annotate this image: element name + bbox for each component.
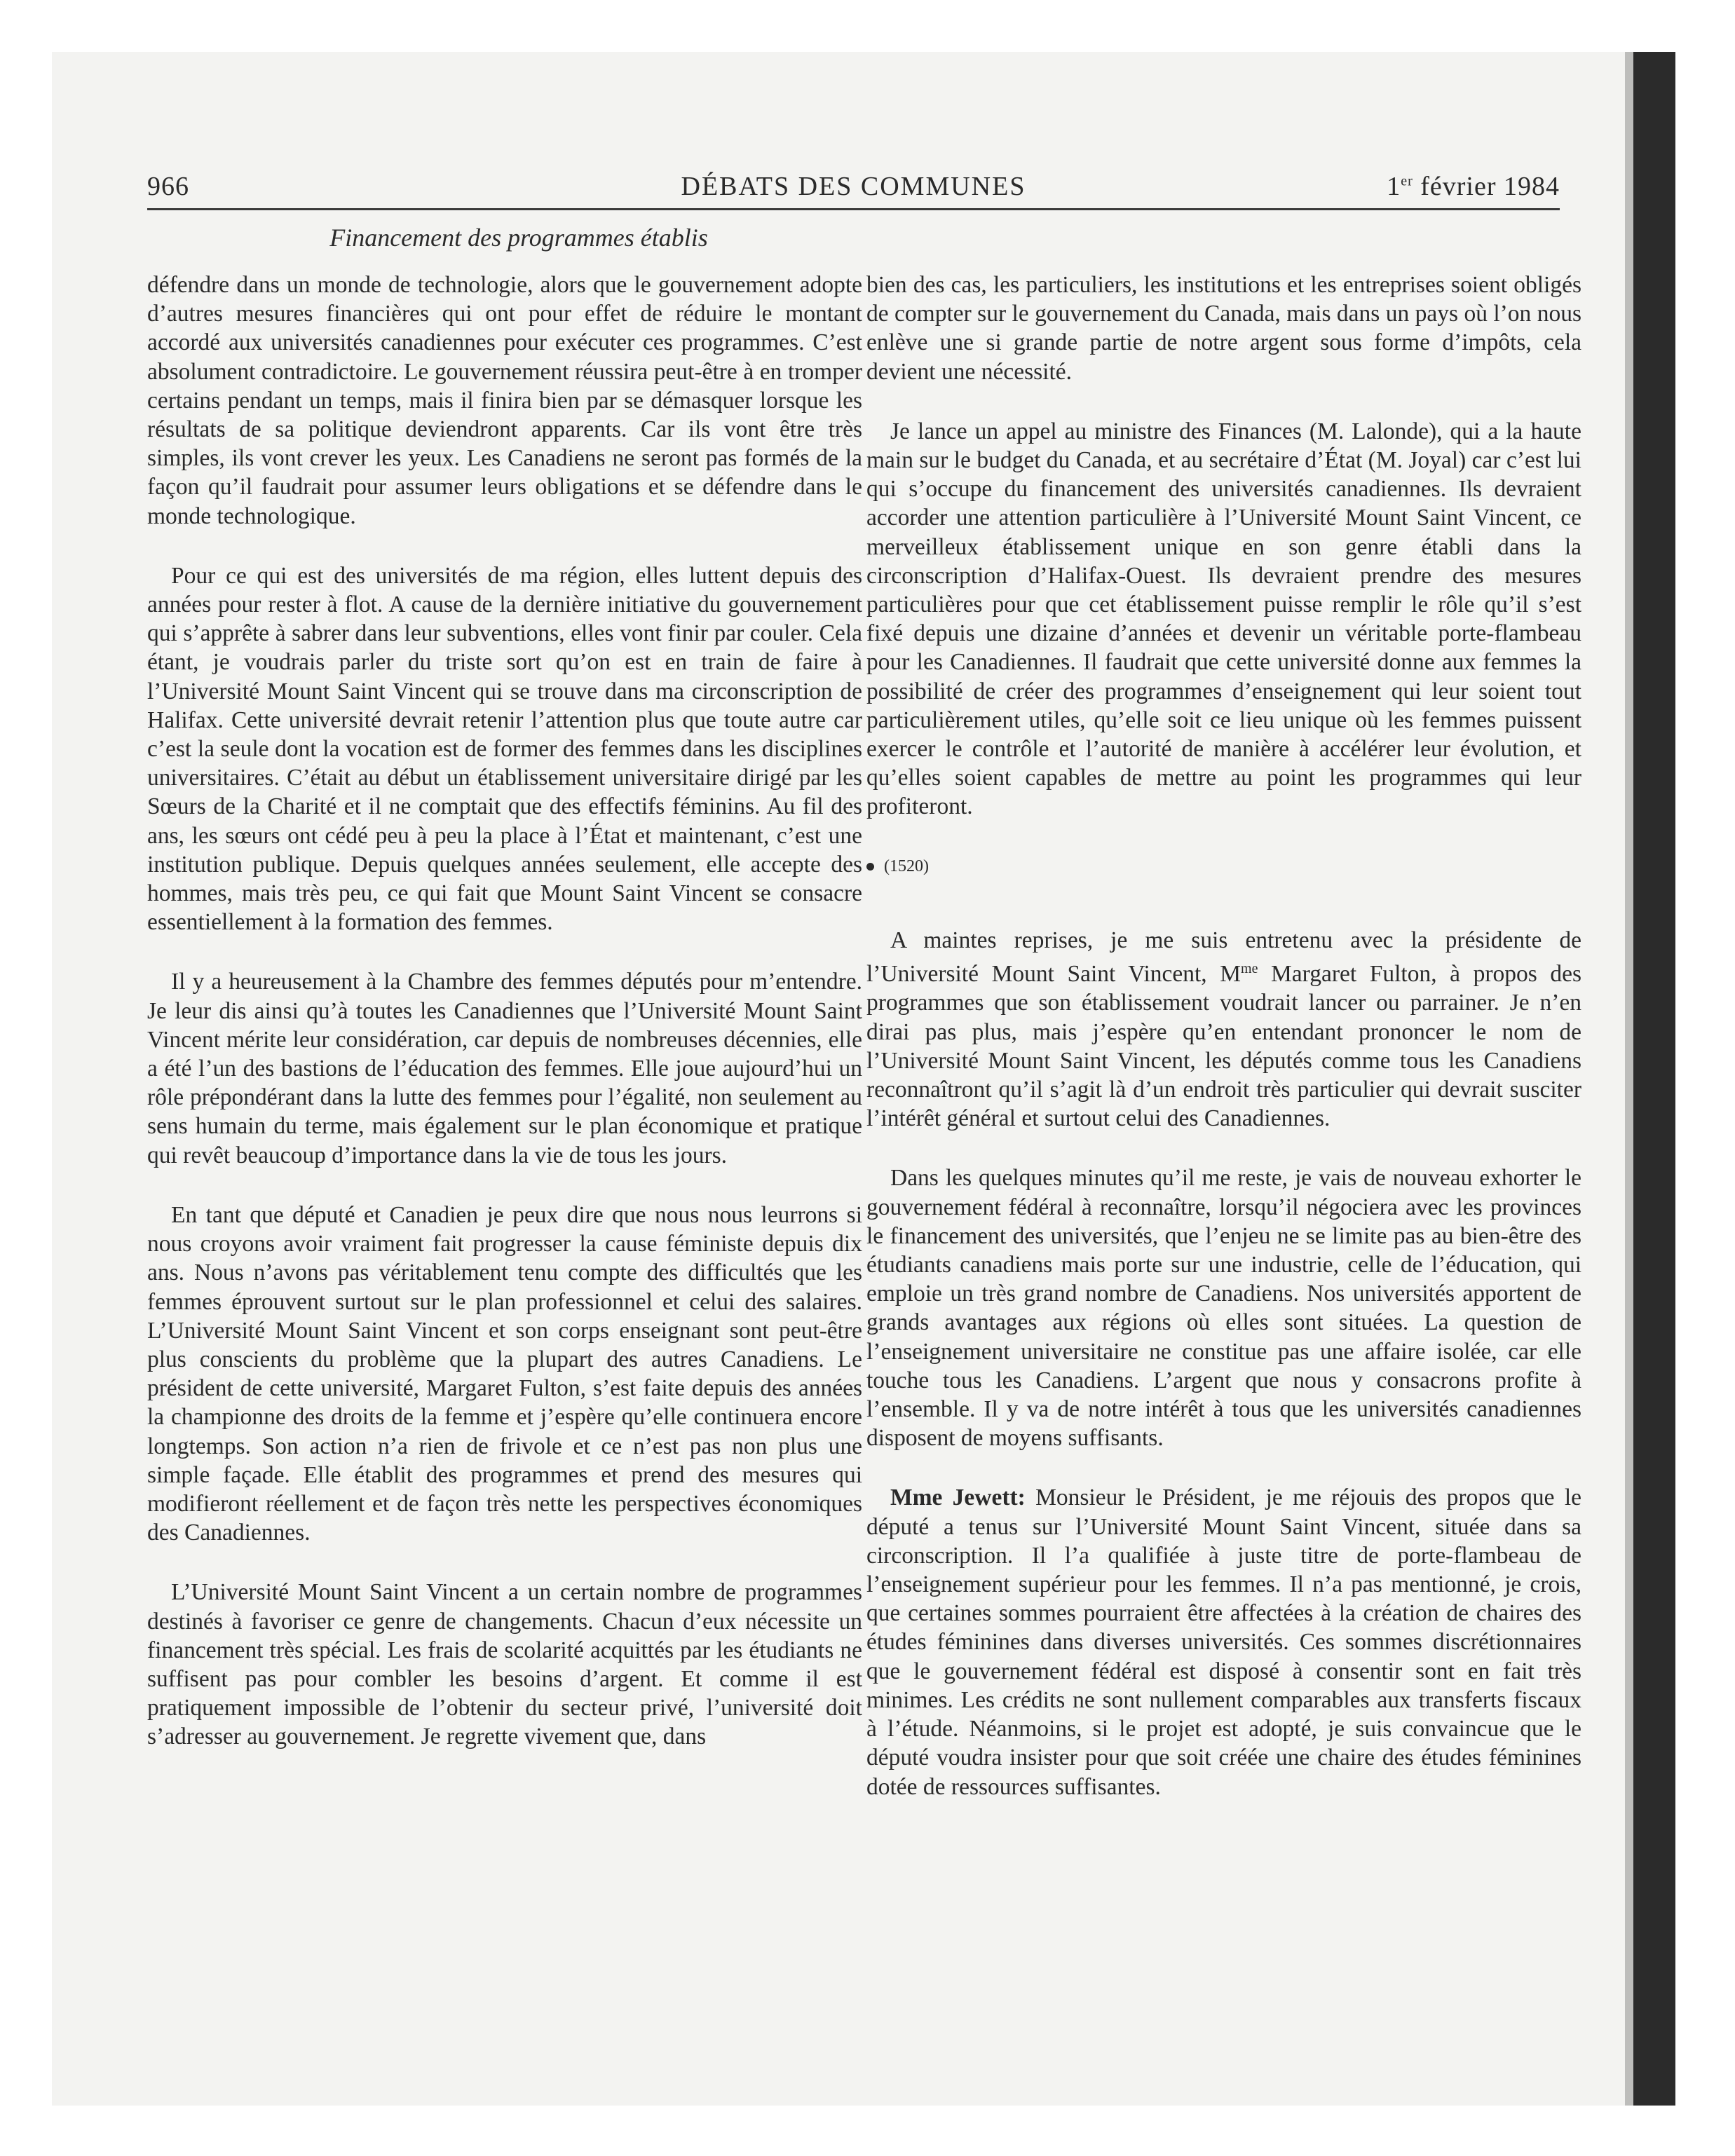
paragraph: L’Université Mount Saint Vincent a un certain nombre de programmes destinés à favoriser ce genre de changements. Chacun d’eux nécessite un financement très spécial. Les frais de scolarité acquittés par les étudiants ne suffisent pas pour combler les besoins d’argent. Et comme il est pratiquement impossible de l’obtenir du secteur privé, l’université doit s’adresser au gouvernement. Je regrette vivement que, dans	[147, 1579, 862, 1750]
publication-title: DÉBATS DES COMMUNES	[681, 172, 1026, 201]
date-day: 1	[1387, 172, 1401, 201]
header-rule	[147, 208, 1560, 210]
time-marker	[866, 852, 1581, 881]
speaker-paragraph	[866, 1483, 1581, 1801]
paragraph-text: Monsieur le Président, je me réjouis des propos que le député a tenus sur l’Université Mount Saint Vincent, située dans sa circonscription. Il l’a qualifiée à juste titre de porte-flambeau de l’enseignement supérieur pour les femmes. Il n’a pas mentionné, je crois, que certaines sommes pourraient être affectées à la création de chaires des études féminines dans diverses universités. Ces sommes discrétionnaires que le gouvernement fédéral est disposé à consentir sont en fait très minimes. Les crédits ne sont nullement comparables aux transferts fiscaux à l’étude. Néanmoins, si le projet est adopté, je suis convaincue que le député voudra insister pour que soit créée une chaire des études féminines dotée de ressources suffisantes.	[866, 1485, 1581, 1800]
time-marker-label: (1520)	[884, 857, 929, 875]
left-column	[147, 271, 862, 1782]
paragraph: bien des cas, les particuliers, les institutions et les entreprises soient obligés de compter sur le gouvernement du Canada, mais dans un pays où l’on nous enlève une si grande partie de notre argent sous forme d’impôts, cela devient une nécessité.	[866, 272, 1581, 385]
date-ordinal: er	[1401, 173, 1413, 189]
title-abbreviation-superscript: me	[1241, 961, 1258, 977]
page-number: 966	[147, 172, 189, 201]
section-subtitle: Financement des programmes établis	[329, 224, 708, 252]
paragraph	[866, 926, 1581, 1133]
header-date	[1387, 171, 1560, 202]
paragraph-text: Margaret Fulton, à propos des programmes que son établissement voudrait lancer ou parrainer. Je n’en dirai pas plus, mais j’espère qu’en entendant prononcer le nom de l’Université Mount Saint Vincent, les députés comme tous les Canadiens reconnaîtront qu’il s’agit là d’un endroit très particulier qui devrait susciter l’intérêt général et surtout celui des Canadiennes.	[866, 961, 1581, 1132]
paragraph: Je lance un appel au ministre des Finances (M. Lalonde), qui a la haute main sur le budget du Canada, et au secrétaire d’État (M. Joyal) car c’est lui qui s’occupe du financement des universités canadiennes. Ils devraient accorder une attention particulière à l’Université Mount Saint Vincent, ce merveilleux établissement unique en son genre établi dans la circonscription d’Halifax-Ouest. Ils devraient prendre des mesures particulières pour que cet établissement puisse remplir le rôle qu’il s’est fixé depuis une dizaine d’années et devenir un véritable porte-flambeau pour les Canadiennes. Il faudrait que cette université donne aux femmes la possibilité de créer des programmes d’enseignement qui leur soient tout particulièrement utiles, qu’elle soit ce lieu unique où les femmes puissent exercer le contrôle et l’autorité de manière à accélérer leur évolution, et qu’elles soient capables de mettre au point les programmes qui leur profiteront.	[866, 418, 1581, 820]
paragraph: En tant que député et Canadien je peux dire que nous nous leurrons si nous croyons avoir vraiment fait progresser la cause féministe depuis dix ans. Nous n’avons pas véritablement tenu compte des difficultés que les femmes éprouvent surtout sur le plan professionnel et celui des salaires. L’Université Mount Saint Vincent et son corps enseignant sont peut-être plus conscients du problème que la plupart des autres Canadiens. Le président de cette université, Margaret Fulton, s’est faite depuis des années la championne des droits de la femme et j’espère qu’elle continuera encore longtemps. Son action n’a rien de frivole et ce n’est pas non plus une simple façade. Elle établit des programmes et prend des mesures qui modifieront réellement et de façon très nette les perspectives économiques des Canadiennes.	[147, 1201, 862, 1546]
paragraph: Il y a heureusement à la Chambre des femmes députés pour m’entendre. Je leur dis ainsi qu’à toutes les Canadiennes que l’Université Mount Saint Vincent mérite leur considération, car depuis de nombreuses décennies, elle a été l’un des bastions de l’éducation des femmes. Elle joue aujourd’hui un rôle prépondérant dans la lutte des femmes pour l’égalité, non seulement au sens humain du terme, mais également sur le plan économique et pratique qui revêt beaucoup d’importance dans la vie de tous les jours.	[147, 969, 862, 1168]
running-header	[147, 171, 1560, 207]
right-column	[866, 271, 1581, 1832]
bullet-icon	[866, 863, 874, 871]
paragraph: Pour ce qui est des universités de ma région, elles luttent depuis des années pour rester à flot. A cause de la dernière initiative du gouvernement qui s’apprête à sabrer dans leur subventions, elles vont finir par couler. Cela étant, je voudrais parler du triste sort qu’on est en train de faire à l’Université Mount Saint Vincent qui se trouve dans ma circonscription de Halifax. Cette université devrait retenir l’attention plus que toute autre car c’est la seule dont la vocation est de former des femmes dans les disciplines universitaires. C’était au début un établissement universitaire dirigé par les Sœurs de la Charité et il ne comptait que des effectifs féminins. Au fil des ans, les sœurs ont cédé peu à peu la place à l’État et maintenant, c’est une institution publique. Depuis quelques années seulement, elle accepte des hommes, mais très peu, ce qui fait que Mount Saint Vincent se consacre essentiellement à la formation des femmes.	[147, 562, 862, 936]
paragraph-text: A maintes reprises, je me suis entretenu avec la présidente de l’Université Mount Saint Vincent, M	[866, 927, 1581, 988]
date-month-year: février 1984	[1413, 172, 1560, 201]
paragraph: défendre dans un monde de technologie, alors que le gouvernement adopte d’autres mesures financières qui ont pour effet de réduire le montant accordé aux universités canadiennes pour exécuter ces programmes. C’est absolument contradictoire. Le gouvernement réussira peut-être à en tromper certains pendant un temps, mais il finira bien par se démasquer lorsque les résultats de sa politique deviendront apparents. Car ils vont être très simples, ils vont crever les yeux. Les Canadiens ne seront pas formés de la façon qu’il faudrait pour assumer leurs obligations et se défendre dans le monde technologique.	[147, 272, 862, 529]
speaker-name: Mme Jewett:	[890, 1485, 1026, 1511]
paragraph: Dans les quelques minutes qu’il me reste, je vais de nouveau exhorter le gouvernement fédéral à reconnaître, lorsqu’il négociera avec les provinces le financement des universités, que l’enjeu ne se limite pas au bien-être des étudiants canadiens mais porte sur une industrie, celle de l’éducation, qui emploie un très grand nombre de Canadiens. Nos universités apportent de grands avantages aux régions où elles sont situées. La question de l’enseignement universitaire ne constitue pas une affaire isolée, car elle touche tous les Canadiens. L’argent que nous y consacrons profite à l’ensemble. Il y va de notre intérêt à tous que les universités canadiennes disposent de moyens suffisants.	[866, 1165, 1581, 1452]
